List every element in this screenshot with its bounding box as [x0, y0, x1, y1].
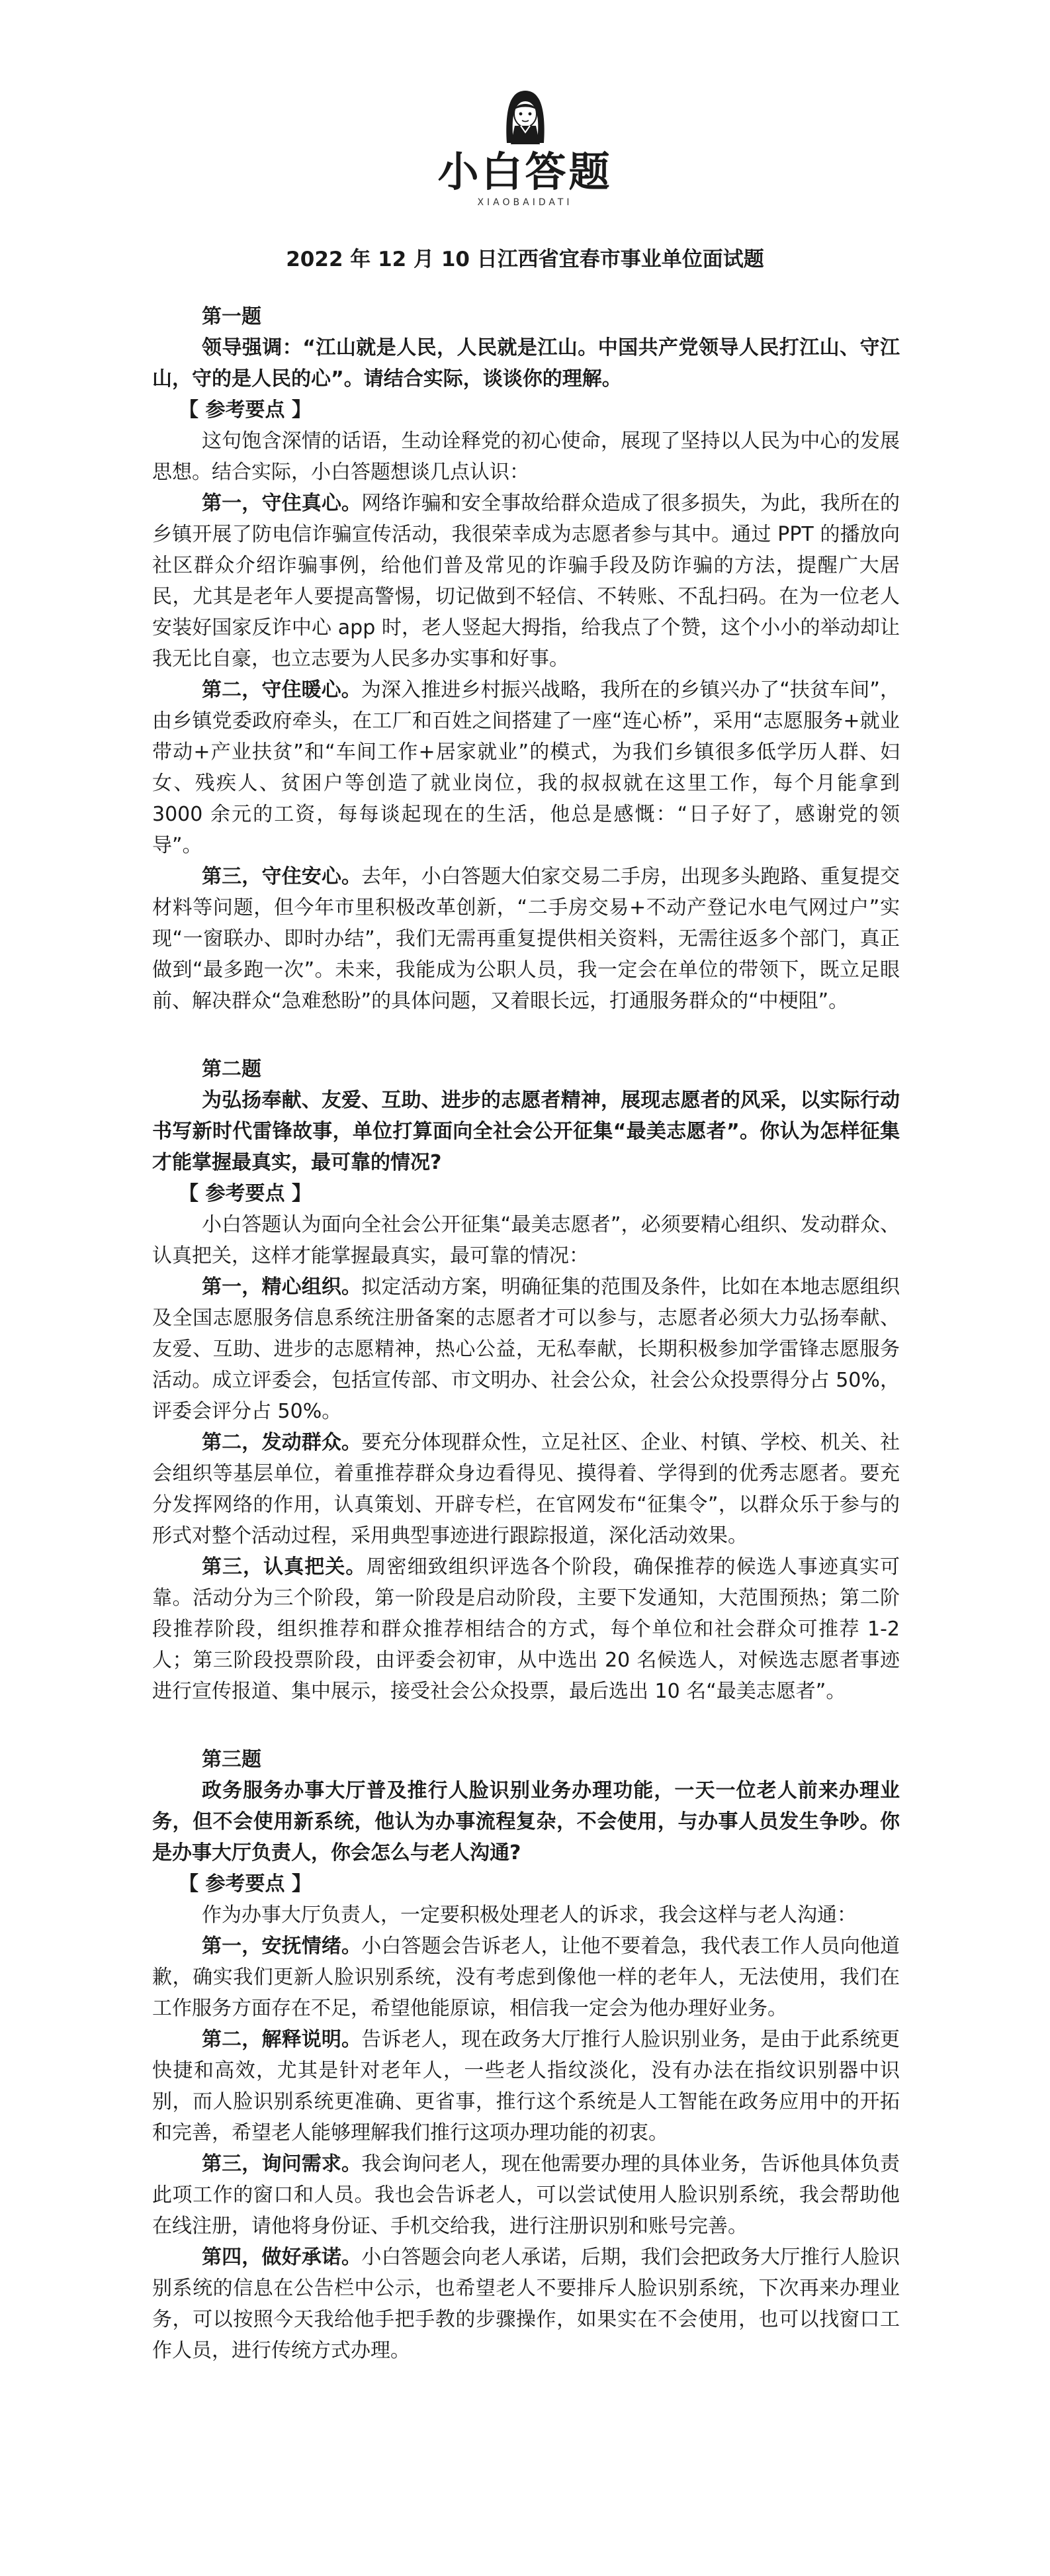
- logo: [0, 85, 1050, 208]
- paragraph-lead: 第四，做好承诺。: [202, 2246, 362, 2269]
- paragraph-lead: 第一，守住真心。: [202, 492, 362, 515]
- answer-paragraph: [152, 1551, 900, 1707]
- paragraph-lead: 第三，守住安心。: [202, 865, 362, 888]
- paragraph-text: 作为办事大厅负责人，一定要积极处理老人的诉求，我会这样与老人沟通：: [202, 1904, 857, 1927]
- answer-paragraph: [152, 861, 900, 1017]
- answer-paragraph: [152, 426, 900, 488]
- paragraph-lead: 第二，发动群众。: [202, 1431, 362, 1454]
- paragraph-text: 为深入推进乡村振兴战略，我所在的乡镇兴办了“扶贫车间”，由乡镇党委政府牵头，在工厂和百姓之间搭建了一座“连心桥”，采用“志愿服务+就业带动+产业扶贫”和“车间工作+居家就业”的模式，为我们乡镇很多低学历人群、妇女、残疾人、贫困户等创造了就业岗位，我的叔叔就在这里工作，每个月能拿到 3000 余元的工资，每每谈起现在的生活，他总是感慨：“日子好了，感谢党的领导”。: [152, 678, 900, 857]
- paragraph-text: 小白答题会告诉老人，让他不要着急，我代表工作人员向他道歉，确实我们更新人脸识别系统，没有考虑到像他一样的老年人，无法使用，我们在工作服务方面存在不足，希望他能原谅，相信我一定会为他办理好业务。: [152, 1935, 900, 2020]
- paragraph-lead: 第三，认真把关。: [202, 1555, 367, 1579]
- reference-label: 【 参考要点 】: [179, 398, 312, 422]
- avatar-icon: [500, 85, 550, 146]
- paragraph-text: 小白答题认为面向全社会公开征集“最美志愿者”，必须要精心组织、发动群众、认真把关，这样才能掌握最真实，最可靠的情况：: [152, 1213, 900, 1267]
- answer-paragraph: [152, 1271, 900, 1427]
- paragraph-text: 小白答题会向老人承诺，后期，我们会把政务大厅推行人脸识别系统的信息在公告栏中公示，也希望老人不要排斥人脸识别系统，下次再来办理业务，可以按照今天我给他手把手教的步骤操作，如果实在不会使用，也可以找窗口工作人员，进行传统方式办理。: [152, 2246, 900, 2362]
- paragraph-lead: 第一，精心组织。: [202, 1275, 362, 1299]
- answer-paragraph: [152, 488, 900, 674]
- paragraph-lead: 第一，安抚情绪。: [202, 1935, 362, 1958]
- answer-paragraph: [152, 1900, 900, 1931]
- question-label: 第三题: [202, 1748, 261, 1771]
- question-section-2: [152, 1054, 900, 1707]
- question-section-1: [152, 301, 900, 1017]
- reference-label: 【 参考要点 】: [179, 1872, 312, 1896]
- answer-paragraph: [152, 674, 900, 861]
- answer-paragraph: [152, 2148, 900, 2242]
- logo-title: 小白答题: [437, 148, 613, 196]
- answer-paragraph: [152, 2242, 900, 2366]
- paragraph-text: 要充分体现群众性，立足社区、企业、村镇、学校、机关、社会组织等基层单位，着重推荐群众身边看得见、摸得着、学得到的优秀志愿者。要充分发挥网络的作用，认真策划、开辟专栏，在官网发布“征集令”，以群众乐于参与的形式对整个活动过程，采用典型事迹进行跟踪报道，深化活动效果。: [152, 1431, 900, 1547]
- paragraph-text: 拟定活动方案，明确征集的范围及条件，比如在本地志愿组织及全国志愿服务信息系统注册备案的志愿者才可以参与，志愿者必须大力弘扬奉献、友爱、互助、进步的志愿精神，热心公益，无私奉献，长期积极参加学雷锋志愿服务活动。成立评委会，包括宣传部、市文明办、社会公众，社会公众投票得分占 50%，评委会评分占 50%。: [152, 1275, 900, 1423]
- paragraph-text: 去年，小白答题大伯家交易二手房，出现多头跑路、重复提交材料等问题，但今年市里积极改革创新，“二手房交易+不动产登记水电气网过户”实现“一窗联办、即时办结”，我们无需再重复提供相关资料，无需往返多个部门，真正做到“最多跑一次”。未来，我能成为公职人员，我一定会在单位的带领下，既立足眼前、解决群众“急难愁盼”的具体问题，又着眼长远，打通服务群众的“中梗阻”。: [152, 865, 900, 1013]
- paragraph-lead: 第二，守住暖心。: [202, 678, 361, 702]
- question-text: 为弘扬奉献、友爱、互助、进步的志愿者精神，展现志愿者的风采，以实际行动书写新时代雷锋故事，单位打算面向全社会公开征集“最美志愿者”。你认为怎样征集才能掌握最真实，最可靠的情况?: [152, 1089, 900, 1174]
- reference-label: 【 参考要点 】: [179, 1182, 312, 1205]
- answer-paragraph: [152, 1427, 900, 1551]
- answer-paragraph: [152, 1209, 900, 1271]
- question-label: 第一题: [202, 305, 261, 328]
- paragraph-text: 网络诈骗和安全事故给群众造成了很多损失，为此，我所在的乡镇开展了防电信诈骗宣传活动，我很荣幸成为志愿者参与其中。通过 PPT 的播放向社区群众介绍诈骗事例，给他们普及常见的诈骗手段及防诈骗的方法，提醒广大居民，尤其是老年人要提高警惕，切记做到不轻信、不转账、不乱扫码。在为一位老人安装好国家反诈中心 app 时，老人竖起大拇指，给我点了个赞，这个小小的举动却让我无比自豪，也立志要为人民多办实事和好事。: [152, 492, 900, 670]
- question-section-3: [152, 1744, 900, 2366]
- document-title: 2022 年 12 月 10 日江西省宜春市事业单位面试题: [286, 248, 764, 271]
- question-text: 政务服务办事大厅普及推行人脸识别业务办理功能，一天一位老人前来办理业务，但不会使用新系统，他认为办事流程复杂，不会使用，与办事人员发生争吵。你是办事大厅负责人，你会怎么与老人沟通?: [152, 1779, 900, 1864]
- answer-paragraph: [152, 1931, 900, 2024]
- paragraph-lead: 第三，询问需求。: [202, 2152, 362, 2176]
- answer-paragraph: [152, 2024, 900, 2148]
- question-text: 领导强调：“江山就是人民，人民就是江山。中国共产党领导人民打江山、守江山，守的是人民的心”。请结合实际，谈谈你的理解。: [152, 336, 900, 391]
- paragraph-text: 周密细致组织评选各个阶段，确保推荐的候选人事迹真实可靠。活动分为三个阶段，第一阶段是启动阶段，主要下发通知，大范围预热；第二阶段推荐阶段，组织推荐和群众推荐相结合的方式，每个单位和社会群众可推荐 1-2 人；第三阶段投票阶段，由评委会初审，从中选出 20 名候选人，对候选志愿者事迹进行宣传报道、集中展示，接受社会公众投票，最后选出 10 名“最美志愿者”。: [152, 1555, 900, 1703]
- question-label: 第二题: [202, 1058, 261, 1081]
- paragraph-lead: 第二，解释说明。: [202, 2028, 362, 2051]
- paragraph-text: 告诉老人，现在政务大厅推行人脸识别业务，是由于此系统更快捷和高效，尤其是针对老年人，一些老人指纹淡化，没有办法在指纹识别器中识别，而人脸识别系统更准确、更省事，推行这个系统是人工智能在政务应用中的开拓和完善，希望老人能够理解我们推行这项办理功能的初衷。: [152, 2028, 900, 2144]
- document-body: [152, 301, 900, 2403]
- paragraph-text: 我会询问老人，现在他需要办理的具体业务，告诉他具体负责此项工作的窗口和人员。我也会告诉老人，可以尝试使用人脸识别系统，我会帮助他在线注册，请他将身份证、手机交给我，进行注册识别和账号完善。: [152, 2152, 900, 2238]
- paragraph-text: 这句饱含深情的话语，生动诠释党的初心使命，展现了坚持以人民为中心的发展思想。结合实际，小白答题想谈几点认识：: [152, 430, 900, 484]
- logo-subtitle: XIAOBAIDATI: [477, 197, 573, 208]
